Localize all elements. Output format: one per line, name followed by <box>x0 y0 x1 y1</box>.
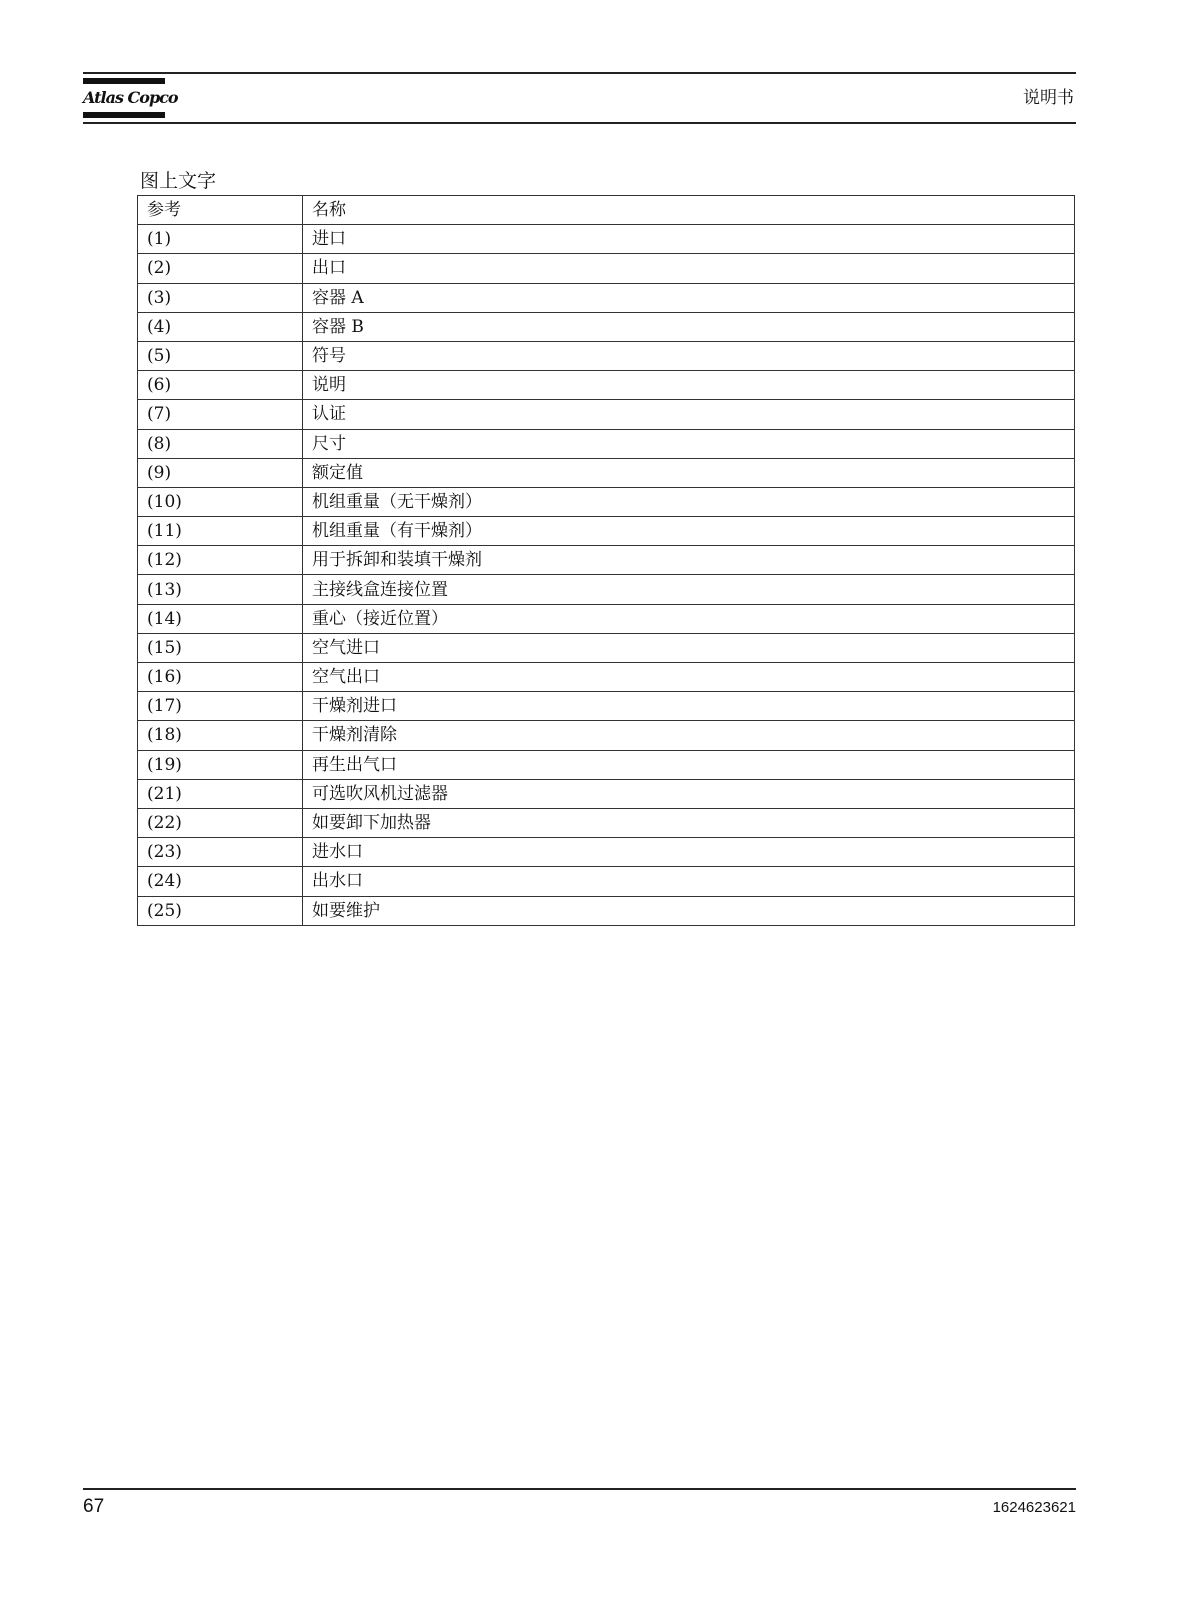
name-cell: 主接线盒连接位置 <box>303 575 1075 604</box>
page-header <box>83 72 1076 124</box>
reference-cell: (24) <box>138 867 303 896</box>
atlas-copco-logo <box>83 78 178 118</box>
table-row <box>138 546 1075 575</box>
name-cell: 如要卸下加热器 <box>303 808 1075 837</box>
name-cell: 尺寸 <box>303 429 1075 458</box>
table-row <box>138 808 1075 837</box>
reference-cell: (21) <box>138 779 303 808</box>
header-cell-reference: 参考 <box>138 196 303 225</box>
table-row <box>138 400 1075 429</box>
table-row <box>138 283 1075 312</box>
reference-cell: (4) <box>138 312 303 341</box>
reference-cell: (7) <box>138 400 303 429</box>
name-cell: 可选吹风机过滤器 <box>303 779 1075 808</box>
reference-cell: (11) <box>138 517 303 546</box>
reference-cell: (12) <box>138 546 303 575</box>
section-caption: 图上文字 <box>140 170 217 192</box>
table-header-row <box>138 196 1075 225</box>
name-cell: 说明 <box>303 371 1075 400</box>
logo-bar-top <box>83 78 165 84</box>
reference-cell: (13) <box>138 575 303 604</box>
legend-table <box>137 195 1075 926</box>
legend-table-body <box>138 196 1075 926</box>
reference-cell: (16) <box>138 663 303 692</box>
reference-cell: (3) <box>138 283 303 312</box>
name-cell: 机组重量（无干燥剂） <box>303 487 1075 516</box>
reference-cell: (17) <box>138 692 303 721</box>
table-row <box>138 838 1075 867</box>
table-row <box>138 721 1075 750</box>
name-cell: 干燥剂进口 <box>303 692 1075 721</box>
name-cell: 容器 B <box>303 312 1075 341</box>
logo-text: Atlas Copco <box>83 88 178 107</box>
reference-cell: (1) <box>138 225 303 254</box>
reference-cell: (2) <box>138 254 303 283</box>
reference-cell: (10) <box>138 487 303 516</box>
header-cell-name: 名称 <box>303 196 1075 225</box>
name-cell: 出水口 <box>303 867 1075 896</box>
name-cell: 认证 <box>303 400 1075 429</box>
reference-cell: (14) <box>138 604 303 633</box>
table-row <box>138 429 1075 458</box>
name-cell: 重心（接近位置） <box>303 604 1075 633</box>
table-row <box>138 750 1075 779</box>
reference-cell: (18) <box>138 721 303 750</box>
page-number: 67 <box>83 1496 105 1517</box>
name-cell: 再生出气口 <box>303 750 1075 779</box>
reference-cell: (15) <box>138 633 303 662</box>
logo-bar-bottom <box>83 112 165 118</box>
table-row <box>138 312 1075 341</box>
reference-cell: (9) <box>138 458 303 487</box>
reference-cell: (25) <box>138 896 303 925</box>
reference-cell: (23) <box>138 838 303 867</box>
table-row <box>138 487 1075 516</box>
table-row <box>138 633 1075 662</box>
table-row <box>138 341 1075 370</box>
name-cell: 进水口 <box>303 838 1075 867</box>
name-cell: 空气进口 <box>303 633 1075 662</box>
table-row <box>138 896 1075 925</box>
name-cell: 干燥剂清除 <box>303 721 1075 750</box>
table-row <box>138 692 1075 721</box>
name-cell: 空气出口 <box>303 663 1075 692</box>
name-cell: 用于拆卸和装填干燥剂 <box>303 546 1075 575</box>
table-row <box>138 254 1075 283</box>
name-cell: 如要维护 <box>303 896 1075 925</box>
table-row <box>138 575 1075 604</box>
name-cell: 进口 <box>303 225 1075 254</box>
reference-cell: (6) <box>138 371 303 400</box>
document-number: 1624623621 <box>992 1499 1076 1516</box>
reference-cell: (8) <box>138 429 303 458</box>
reference-cell: (5) <box>138 341 303 370</box>
name-cell: 出口 <box>303 254 1075 283</box>
table-row <box>138 663 1075 692</box>
table-row <box>138 779 1075 808</box>
table-row <box>138 225 1075 254</box>
table-row <box>138 517 1075 546</box>
reference-cell: (19) <box>138 750 303 779</box>
table-row <box>138 371 1075 400</box>
name-cell: 额定值 <box>303 458 1075 487</box>
table-row <box>138 458 1075 487</box>
page-footer <box>83 1488 1076 1524</box>
reference-cell: (22) <box>138 808 303 837</box>
table-row <box>138 867 1075 896</box>
name-cell: 机组重量（有干燥剂） <box>303 517 1075 546</box>
header-title: 说明书 <box>1023 88 1074 108</box>
table-row <box>138 604 1075 633</box>
name-cell: 容器 A <box>303 283 1075 312</box>
name-cell: 符号 <box>303 341 1075 370</box>
